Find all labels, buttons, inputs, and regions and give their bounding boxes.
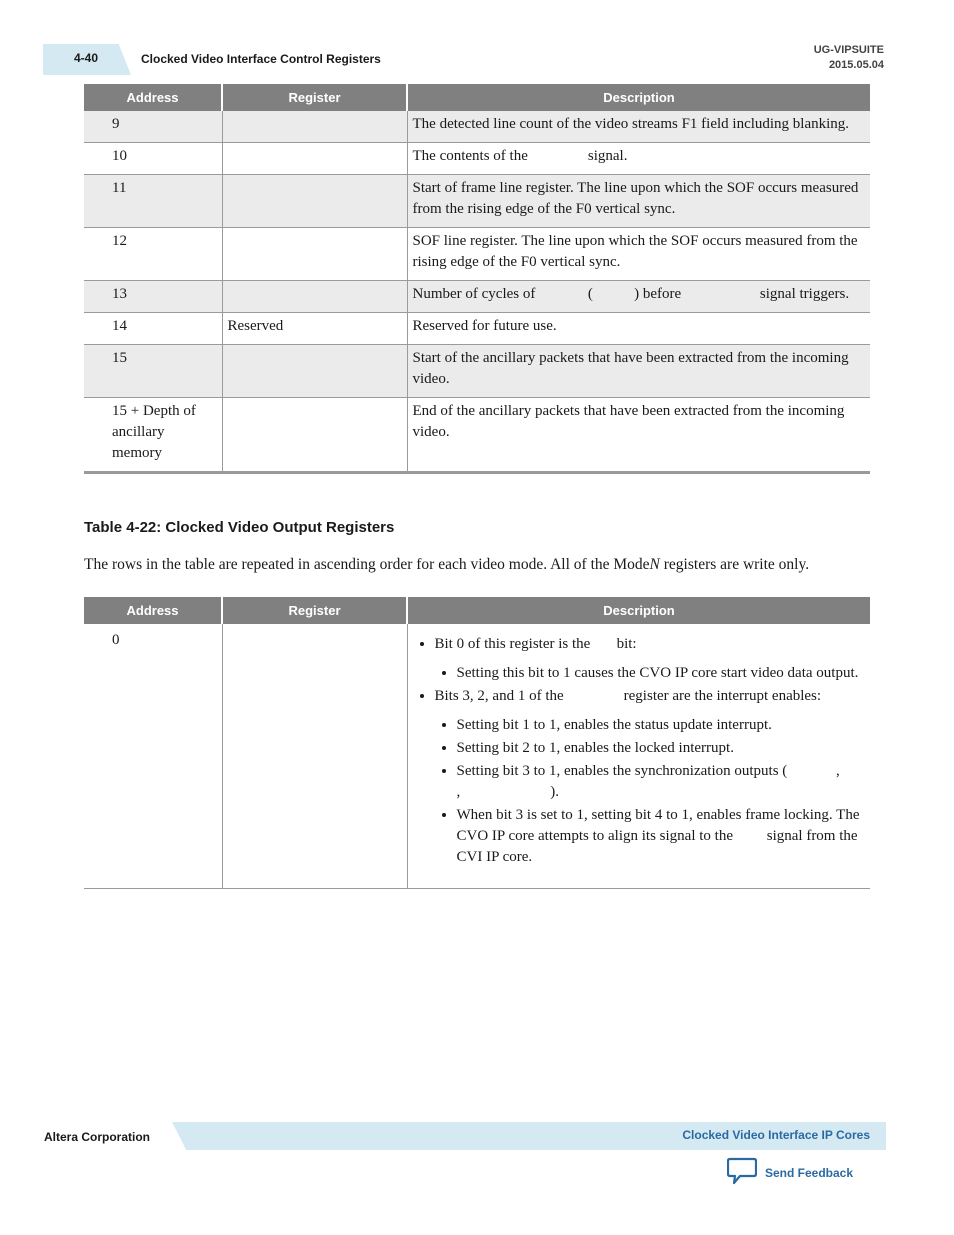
table-caption: Table 4-22: Clocked Video Output Registers	[84, 519, 395, 536]
cell-register	[222, 175, 407, 228]
bullet-text: Bit 0 of this register is the bit:	[434, 636, 637, 652]
sub-list	[435, 663, 866, 684]
cell-description: Number of cycles of ( ) before signal triggers.	[407, 281, 870, 313]
list-item: • Setting bit 2 to 1, enables the locked interrupt.	[457, 738, 866, 759]
cell-description: SOF line register. The line upon which the SOF occurs measured from the rising edge of the F0 vertical sync.	[407, 228, 870, 281]
bullet-text: Bits 3, 2, and 1 of the register are the interrupt enables:	[434, 688, 822, 704]
table-header-row	[84, 84, 870, 111]
cell-description: The contents of the signal.	[407, 143, 870, 175]
send-feedback-link[interactable]	[727, 1158, 853, 1188]
column-header-description: Description	[407, 84, 870, 111]
footer-company: Altera Corporation	[44, 1130, 151, 1144]
cell-address: 14	[84, 313, 222, 345]
cell-address: 15 + Depth of ancillary memory	[84, 398, 222, 473]
cell-register	[222, 345, 407, 398]
cell-description	[407, 624, 938, 889]
cell-register	[222, 624, 407, 889]
feedback-label: Send Feedback	[765, 1166, 854, 1180]
cell-register	[222, 228, 407, 281]
footer-chapter-link[interactable]: Clocked Video Interface IP Cores	[682, 1128, 870, 1142]
intro-text: The rows in the table are repeated in ascending order for each video mode. All of the Mode	[84, 556, 650, 573]
cell-register	[222, 111, 407, 143]
table-row	[84, 175, 870, 228]
cell-description: The detected line count of the video streams F1 field including blanking.	[407, 111, 870, 143]
output-registers-table	[84, 597, 938, 889]
cell-address: 13	[84, 281, 222, 313]
table-row	[84, 143, 870, 175]
table-row	[84, 281, 870, 313]
list-item: • Setting bit 3 to 1, enables the synchronization outputs ( , , ).	[457, 761, 866, 803]
sub-list	[435, 715, 938, 868]
control-registers-table	[84, 84, 870, 474]
table-intro	[84, 554, 870, 575]
doc-id: UG-VIPSUITE	[813, 44, 884, 56]
doc-id-block	[814, 43, 884, 73]
cell-address: 10	[84, 143, 222, 175]
column-header-address: Address	[84, 597, 222, 624]
cell-description: Start of the ancillary packets that have been extracted from the incoming video.	[407, 345, 870, 398]
table-header-row	[84, 597, 870, 624]
cell-description: Start of frame line register. The line upon which the SOF occurs measured from the rising edge of the F0 vertical sync.	[407, 175, 870, 228]
table-row	[84, 313, 870, 345]
list-item	[435, 634, 866, 684]
cell-register	[222, 398, 407, 473]
cell-description: Reserved for future use.	[407, 313, 870, 345]
column-header-address: Address	[84, 84, 222, 111]
doc-date: 2015.05.04	[828, 59, 884, 71]
cell-register	[222, 143, 407, 175]
cell-description: End of the ancillary packets that have been extracted from the incoming video.	[407, 398, 870, 473]
cell-address: 15	[84, 345, 222, 398]
table-row	[84, 228, 870, 281]
cell-register: Reserved	[222, 313, 407, 345]
column-header-description: Description	[407, 597, 870, 624]
description-list	[413, 634, 938, 868]
section-title: Clocked Video Interface Control Registers	[141, 52, 381, 66]
cell-address: 0	[84, 624, 222, 889]
table-row	[84, 398, 870, 473]
page-number: 4-40	[74, 51, 99, 65]
table-row	[84, 345, 870, 398]
intro-text-end: registers are write only.	[659, 556, 810, 573]
cell-address: 12	[84, 228, 222, 281]
cell-register	[222, 281, 407, 313]
table-row	[84, 624, 870, 889]
list-item: • Setting this bit to 1 causes the CVO IP core start video data output.	[457, 663, 866, 684]
column-header-register: Register	[222, 84, 407, 111]
table-row	[84, 111, 870, 143]
column-header-register: Register	[222, 597, 407, 624]
feedback-icon	[727, 1157, 757, 1190]
list-item: • When bit 3 is set to 1, setting bit 4 to 1, enables frame locking. The CVO IP core attempts to align its signal to the signal from the CVI IP core.	[457, 805, 866, 868]
list-item: • Setting bit 1 to 1, enables the status update interrupt.	[457, 715, 866, 736]
cell-address: 11	[84, 175, 222, 228]
cell-address: 9	[84, 111, 222, 143]
intro-mode-n: N	[649, 556, 660, 573]
list-item	[434, 686, 938, 868]
